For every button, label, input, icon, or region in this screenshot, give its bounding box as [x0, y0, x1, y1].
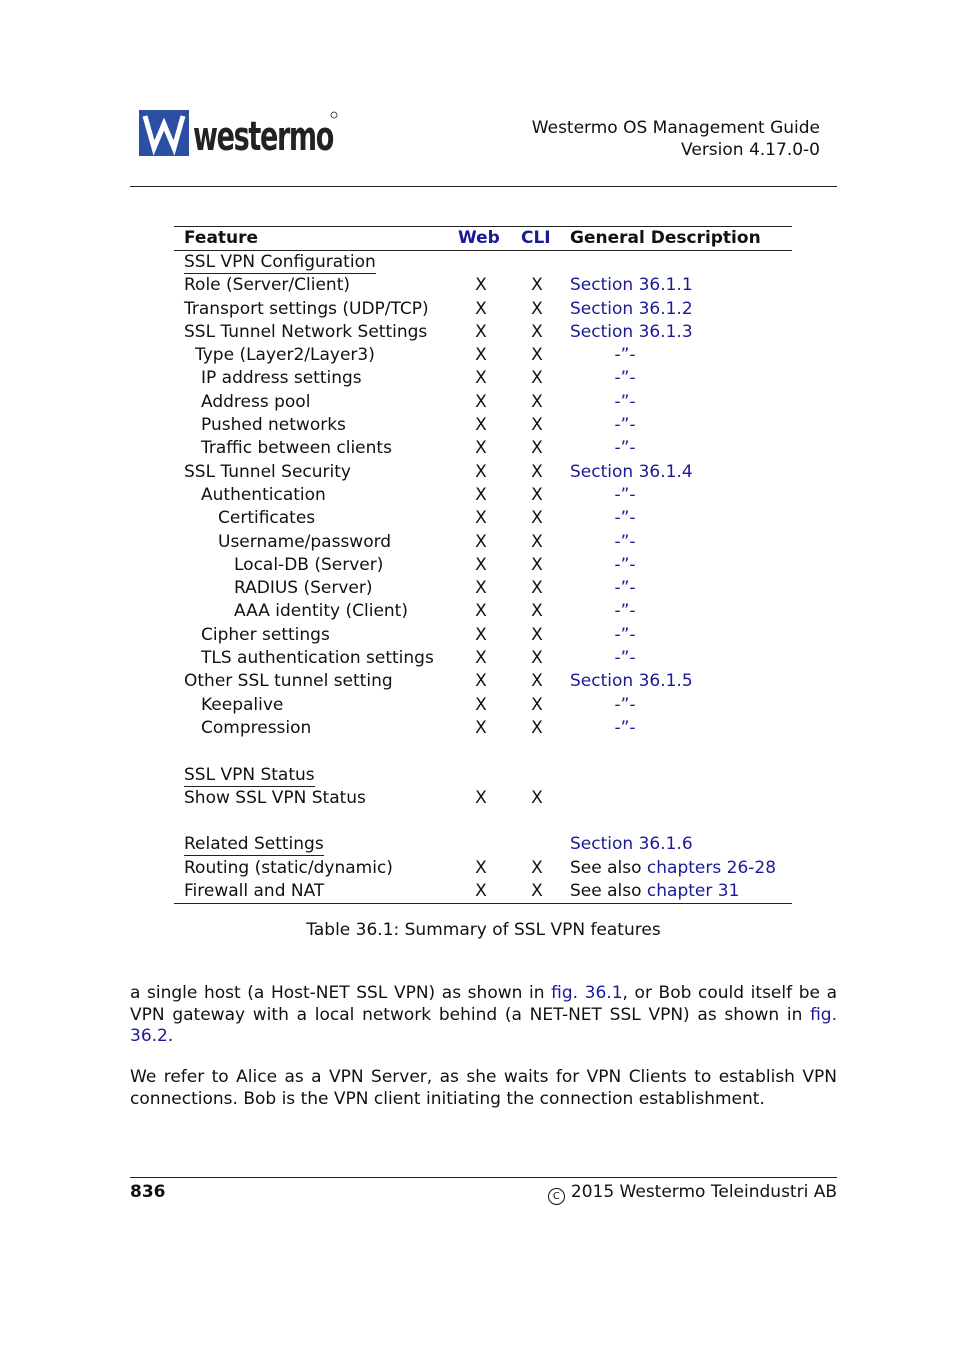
table-row: [174, 577, 792, 600]
ditto-mark: -”-: [614, 484, 636, 505]
table-row: [174, 787, 792, 810]
ditto-mark: -”-: [614, 554, 636, 575]
table-row: [174, 391, 792, 414]
web-support-mark: X: [475, 601, 487, 622]
column-header-cli: CLI: [521, 228, 551, 248]
cli-support-mark: X: [531, 391, 543, 412]
ditto-mark: -”-: [614, 648, 636, 669]
section-title-text: SSL VPN Configuration: [184, 252, 376, 272]
feature-name: Compression: [201, 717, 312, 738]
table-body: [174, 251, 792, 903]
copyright: [548, 1182, 837, 1205]
cli-support-mark: X: [531, 298, 543, 319]
table-section-title: [184, 251, 376, 274]
cli-support-mark: X: [531, 671, 543, 692]
table-row: [174, 647, 792, 670]
cli-support-mark: X: [531, 461, 543, 482]
guide-version: Version 4.17.0-0: [681, 140, 820, 160]
feature-name: Cipher settings: [201, 624, 330, 645]
section-link[interactable]: Section 36.1.5: [570, 671, 693, 692]
feature-name: AAA identity (Client): [234, 601, 408, 622]
feature-name: Other SSL tunnel setting: [184, 671, 393, 692]
table-row: [174, 251, 792, 274]
section-title-text: SSL VPN Status: [184, 764, 315, 785]
section-link[interactable]: Section 36.1.3: [570, 321, 693, 342]
section-title-text: Related Settings: [184, 834, 324, 855]
feature-name: Show SSL VPN Status: [184, 787, 366, 808]
cli-support-mark: X: [531, 554, 543, 575]
cli-support-mark: X: [531, 531, 543, 552]
svg-text:westermo: westermo: [193, 114, 334, 160]
table-spacer: [174, 740, 792, 763]
feature-name: Address pool: [201, 391, 311, 412]
column-header-feature: Feature: [184, 228, 259, 248]
ditto-mark: -”-: [614, 624, 636, 645]
feature-name: RADIUS (Server): [234, 578, 373, 599]
feature-name: IP address settings: [201, 368, 362, 389]
cli-support-mark: X: [531, 345, 543, 366]
web-support-mark: X: [475, 391, 487, 412]
web-support-mark: X: [475, 508, 487, 529]
table-row: [174, 274, 792, 297]
table-row: [174, 670, 792, 693]
table-row: [174, 367, 792, 390]
chapter-link[interactable]: chapters 26-28: [646, 857, 777, 878]
ssl-vpn-feature-table: [174, 226, 792, 904]
feature-name: Local-DB (Server): [234, 554, 384, 575]
document-header: [532, 117, 820, 161]
table-row: [174, 298, 792, 321]
table-caption: Table 36.1: Summary of SSL VPN features: [306, 920, 661, 940]
feature-name: TLS authentication settings: [201, 648, 434, 669]
cli-support-mark: X: [531, 787, 543, 808]
table-row: [174, 694, 792, 717]
web-support-mark: X: [475, 624, 487, 645]
chapter-link[interactable]: chapter 31: [646, 881, 740, 902]
table-row: [174, 321, 792, 344]
description-text: See also: [570, 881, 647, 902]
feature-name: Pushed networks: [201, 415, 346, 436]
feature-name: Routing (static/dynamic): [184, 857, 393, 878]
column-header-description: General Description: [570, 228, 761, 248]
web-support-mark: X: [475, 438, 487, 459]
web-support-mark: X: [475, 531, 487, 552]
cli-support-mark: X: [531, 648, 543, 669]
web-support-mark: X: [475, 671, 487, 692]
web-support-mark: X: [475, 368, 487, 389]
figure-link[interactable]: fig. 36.1: [551, 983, 623, 1003]
web-support-mark: X: [475, 275, 487, 296]
section-link[interactable]: Section 36.1.1: [570, 275, 693, 296]
feature-name: Keepalive: [201, 694, 284, 715]
web-support-mark: X: [475, 694, 487, 715]
cli-support-mark: X: [531, 508, 543, 529]
table-row: [174, 717, 792, 740]
page-number: 836: [130, 1182, 166, 1202]
web-support-mark: X: [475, 345, 487, 366]
feature-name: Username/password: [218, 531, 392, 552]
feature-name: Type (Layer2/Layer3): [195, 345, 375, 366]
body-paragraph-2: We refer to Alice as a VPN Server, as she waits for VPN Clients to establish VPN connections. Bob is the VPN client initiating the connection establishment.: [130, 1067, 837, 1109]
copyright-text: 2015 Westermo Teleindustri AB: [570, 1182, 837, 1202]
section-link[interactable]: Section 36.1.2: [570, 298, 693, 319]
web-support-mark: X: [475, 787, 487, 808]
feature-name: Certificates: [218, 508, 316, 529]
ditto-mark: -”-: [614, 531, 636, 552]
cli-support-mark: X: [531, 484, 543, 505]
cli-support-mark: X: [531, 275, 543, 296]
web-support-mark: X: [475, 857, 487, 878]
table-header-row: [174, 227, 792, 251]
header-divider: [130, 186, 837, 187]
web-support-mark: X: [475, 717, 487, 738]
footer-divider: [130, 1177, 837, 1178]
web-support-mark: X: [475, 461, 487, 482]
feature-name: SSL Tunnel Network Settings: [184, 321, 428, 342]
section-link[interactable]: Section 36.1.6: [570, 834, 693, 855]
table-section-title: [184, 833, 324, 856]
figure-link[interactable]: fig. 36.2: [130, 1004, 837, 1047]
ditto-mark: -”-: [614, 391, 636, 412]
cli-support-mark: X: [531, 438, 543, 459]
description-text: See also: [570, 857, 647, 878]
cli-support-mark: X: [531, 578, 543, 599]
table-row: [174, 857, 792, 880]
table-spacer: [174, 810, 792, 833]
section-link[interactable]: Section 36.1.4: [570, 461, 693, 482]
feature-name: Traffic between clients: [201, 438, 392, 459]
cli-support-mark: X: [531, 415, 543, 436]
cli-support-mark: X: [531, 857, 543, 878]
ditto-mark: -”-: [614, 368, 636, 389]
web-support-mark: X: [475, 484, 487, 505]
description: [570, 857, 776, 880]
copyright-icon: C: [548, 1188, 565, 1205]
feature-name: Transport settings (UDP/TCP): [184, 298, 429, 319]
web-support-mark: X: [475, 415, 487, 436]
table-row: [174, 414, 792, 437]
table-row: [174, 531, 792, 554]
ditto-mark: -”-: [614, 438, 636, 459]
body-paragraph-1: [130, 983, 837, 1048]
paragraph-text: a single host (a Host-NET SSL VPN) as shown in: [130, 983, 552, 1003]
ditto-mark: -”-: [614, 578, 636, 599]
ditto-mark: -”-: [614, 345, 636, 366]
ditto-mark: -”-: [614, 694, 636, 715]
web-support-mark: X: [475, 554, 487, 575]
paragraph-text: .: [167, 1026, 174, 1047]
guide-title: Westermo OS Management Guide: [531, 118, 820, 138]
cli-support-mark: X: [531, 717, 543, 738]
ditto-mark: -”-: [614, 717, 636, 738]
table-row: [174, 554, 792, 577]
column-header-web: Web: [458, 228, 500, 248]
westermo-logo: [139, 110, 339, 158]
table-row: [174, 484, 792, 507]
table-row: [174, 344, 792, 367]
feature-name: SSL Tunnel Security: [184, 461, 351, 482]
feature-name: Authentication: [201, 484, 326, 505]
table-section-title: [184, 764, 315, 787]
web-support-mark: X: [475, 648, 487, 669]
table-row: [174, 764, 792, 787]
web-support-mark: X: [475, 578, 487, 599]
description: [570, 880, 739, 903]
ditto-mark: -”-: [614, 601, 636, 622]
table-row: [174, 461, 792, 484]
web-support-mark: X: [475, 298, 487, 319]
cli-support-mark: X: [531, 601, 543, 622]
table-row: [174, 833, 792, 856]
feature-name: Firewall and NAT: [184, 881, 325, 902]
ditto-mark: -”-: [614, 415, 636, 436]
paragraph-text: , or Bob could itself be a VPN gateway with a local network behind (a NET-NET SSL VPN) as shown in: [130, 983, 837, 1025]
cli-support-mark: X: [531, 624, 543, 645]
table-row: [174, 600, 792, 623]
table-row: [174, 437, 792, 460]
feature-name: Role (Server/Client): [184, 275, 350, 296]
table-row: [174, 880, 792, 903]
web-support-mark: X: [475, 321, 487, 342]
web-support-mark: X: [475, 881, 487, 902]
table-row: [174, 624, 792, 647]
cli-support-mark: X: [531, 368, 543, 389]
table-row: [174, 507, 792, 530]
cli-support-mark: X: [531, 321, 543, 342]
cli-support-mark: X: [531, 881, 543, 902]
cli-support-mark: X: [531, 694, 543, 715]
ditto-mark: -”-: [614, 508, 636, 529]
